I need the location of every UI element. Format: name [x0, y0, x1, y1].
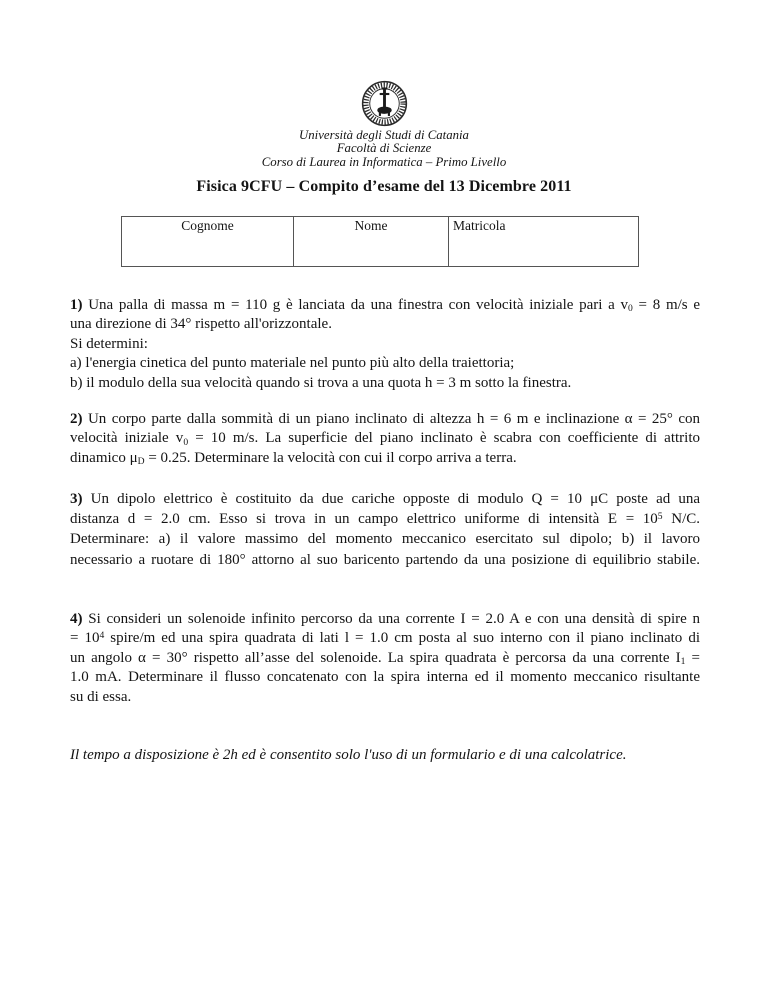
problem-4: [70, 610, 700, 707]
problem-4-line: un angolo α = 30° rispetto all’asse del solenoide. La spira quadrata è percorsa da una corrente $I_1$ =: [70, 649, 700, 668]
nome-label: Nome: [354, 218, 388, 233]
student-info-table: [121, 216, 639, 267]
problem-1-line: Si determini:: [70, 335, 148, 352]
matricola-cell: [449, 217, 639, 267]
problem-4-line: 1.0 mA. Determinare il flusso concatenato con la spira interna ed il momento meccanico risultante: [70, 669, 700, 686]
university-seal-icon: [361, 80, 408, 127]
problem-2-line: velocità iniziale $v_0 = 10$ m/s. La superficie del piano inclinato è scabra con coefficiente di attrito: [70, 430, 700, 448]
problem-2-line: 2) Un corpo parte dalla sommità di un piano inclinato di altezza h = 6 m e inclinazione α = 25° con: [70, 411, 700, 427]
problem-1-line: una direzione di 34° rispetto all'orizzontale.: [70, 316, 332, 333]
problem-3-line: 3) Un dipolo elettrico è costituito da due cariche opposte di modulo Q = 10 μC poste ad una: [70, 491, 700, 507]
matricola-label: Matricola: [453, 218, 506, 233]
problem-1-line: 1) Una palla di massa m = 110 g è lanciata da una finestra con velocità iniziale pari a $v_0 = 8$ m/s e: [70, 297, 700, 315]
problem-1: [70, 296, 700, 393]
problem-1-line: b) il modulo della sua velocità quando si trova a una quota h = 3 m sotto la finestra.: [70, 374, 572, 391]
nome-cell: [294, 217, 449, 267]
problem-3-line: distanza d = 2.0 cm. Esso si trova in un campo elettrico uniforme di intensità $E = 10^5$ N/C.: [70, 510, 700, 528]
exam-title: Fisica 9CFU – Compito d’esame del 13 Dicembre 2011: [196, 178, 572, 196]
faculty-name: Facoltà di Scienze: [336, 141, 432, 156]
problem-3-line: Determinare: a) il valore massimo del momento meccanico esercitato sul dipolo; b) il lavoro: [70, 531, 700, 548]
problem-4-line: 4) Si consideri un solenoide infinito percorso da una corrente I = 2.0 A e con una densità di spire n: [70, 611, 700, 627]
problem-4-line: = $10^4$ spire/m ed una spira quadrata di lati l = 1.0 cm posta al suo interno con il piano inclinato di: [70, 630, 700, 647]
document-header: [0, 80, 768, 195]
time-allowed-note: Il tempo a disposizione è 2h ed è consentito solo l'uso di un formulario e di una calcolatrice.: [70, 747, 627, 763]
institution-name: Università degli Studi di Catania: [299, 128, 469, 142]
problem-3-line: necessario a ruotare di 180° attorno al suo baricento partendo da una posizione di equilibrio stabile.: [70, 551, 700, 568]
cognome-cell: [122, 217, 294, 267]
problem-3: [70, 489, 700, 570]
problem-2: [70, 410, 700, 468]
problem-2-line: dinamico $\mu_D = 0.25$. Determinare la velocità con cui il corpo arriva a terra.: [70, 449, 517, 468]
course-name: Corso di Laurea in Informatica – Primo Livello: [261, 154, 507, 169]
cognome-label: Cognome: [181, 218, 234, 233]
problem-4-line: su di essa.: [70, 688, 132, 705]
problem-1-line: a) l'energia cinetica del punto materiale nel punto più alto della traiettoria;: [70, 355, 515, 372]
student-info-row: [122, 217, 639, 267]
